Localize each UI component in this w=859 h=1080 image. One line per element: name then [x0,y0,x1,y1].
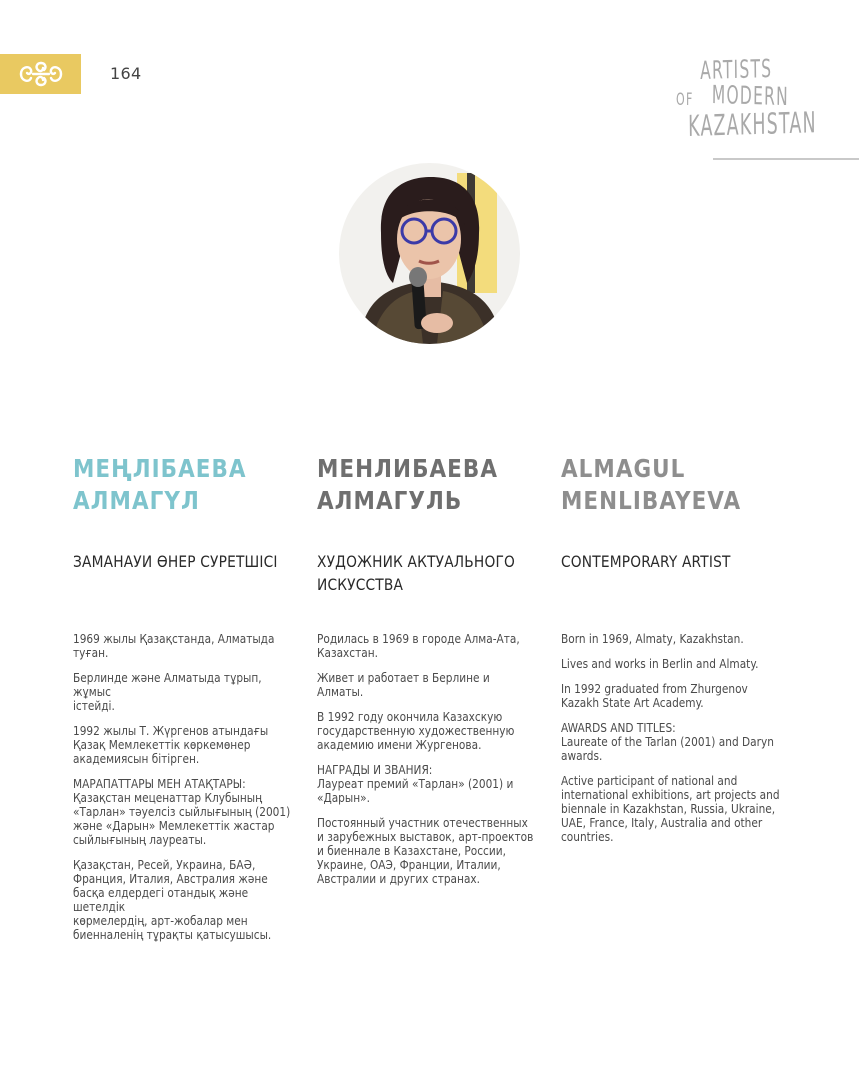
bio-paragraph: В 1992 году окончила Казахскую государственную художественную академию имени Жургенова. [317,710,515,752]
logo-line-kazakhstan: KAZAKHSTAN [688,105,817,143]
bio-paragraph: 1992 жылы Т. Жүргенов атындағы Қазақ Мемлекеттік көркемөнер академиясын бітірген. [73,724,269,766]
bio-paragraph: AWARDS AND TITLES: Laureate of the Tarlan (2001) and Daryn awards. [561,721,774,763]
english-column [561,453,786,855]
name-line: АЛМАГҮЛ [73,486,200,515]
logo-line-of: OF [676,90,694,110]
logo-line-modern: MODERN [711,80,790,112]
book-logo [674,54,824,154]
name-line: МЕҢЛІБАЕВА [73,454,247,483]
bio-kazakh [73,632,298,942]
role-title-english: CONTEMPORARY ARTIST [561,552,731,571]
bio-paragraph: НАГРАДЫ И ЗВАНИЯ: Лауреат премий «Тарлан» (2001) и «Дарын». [317,763,514,805]
bio-paragraph: Берлинде және Алматыда тұрып, жұмыс істейді. [73,671,262,713]
name-line: MENLIBAYEVA [561,486,742,515]
logo-line-artists: ARTISTS [700,53,773,85]
russian-column [317,453,542,897]
bio-paragraph: In 1992 graduated from Zhurgenov Kazakh State Art Academy. [561,682,748,710]
name-line: АЛМАГУЛЬ [317,486,463,515]
role-title-kazakh: ЗАМАНАУИ ӨНЕР СУРЕТШІСІ [73,552,278,571]
bio-english [561,632,786,844]
artist-portrait-photo [339,163,520,344]
name-line: ALMAGUL [561,454,686,483]
role-title-russian: ХУДОЖНИК АКТУАЛЬНОГО ИСКУССТВА [317,552,516,594]
bio-russian [317,632,542,886]
bio-paragraph: Қазақстан, Ресей, Украина, БАӘ, Франция, Италия, Австралия және басқа елдердегі отандық және шетелдік көрмелердің, арт-жобалар мен биенналенің тұрақты қатысушысы. [73,858,272,942]
bio-paragraph: Active participant of national and international exhibitions, art projects and biennale in Kazakhstan, Russia, Ukraine, UAE, France, Italy, Australia and other countries. [561,774,780,844]
artist-name-english [561,453,755,523]
bio-paragraph: 1969 жылы Қазақстанда, Алматыда туған. [73,632,275,660]
bio-paragraph: МАРАПАТТАРЫ МЕН АТАҚТАРЫ: Қазақстан меценаттар Клубының «Тарлан» тәуелсіз сыйлығының (2001) және «Дарын» Мемлекеттік жастар сыйлығының лауреаты. [73,777,291,847]
ornament-tab [0,54,81,94]
artist-name-russian [317,453,511,523]
kazakh-ornament-icon [17,59,65,89]
name-line: МЕНЛИБАЕВА [317,454,498,483]
bio-paragraph: Born in 1969, Almaty, Kazakhstan. [561,632,744,646]
bio-paragraph: Родилась в 1969 в городе Алма-Ата, Казахстан. [317,632,520,660]
kazakh-column [73,453,298,953]
bio-paragraph: Живет и работает в Берлине и Алматы. [317,671,490,699]
bio-paragraph: Постоянный участник отечественных и зарубежных выставок, арт-проектов и биеннале в Казахстане, России, Украине, ОАЭ, Франции, Италии, Австралии и других странах. [317,816,534,886]
page-number: 164 [110,64,142,83]
bio-paragraph: Lives and works in Berlin and Almaty. [561,657,759,671]
logo-divider [713,158,859,160]
artist-name-kazakh [73,453,267,523]
